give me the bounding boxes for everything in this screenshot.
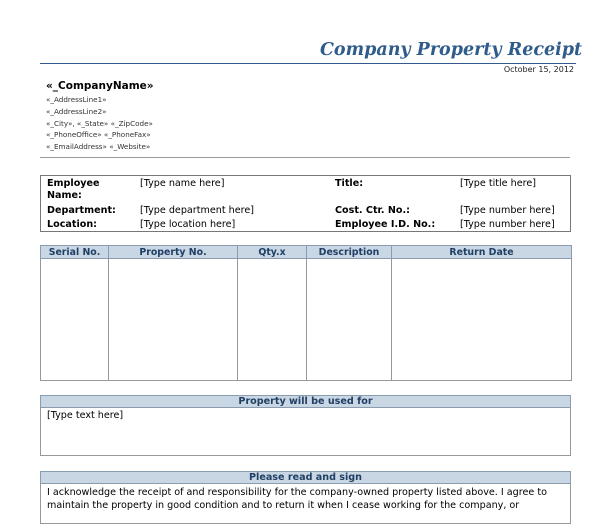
city-state-zip: «_City», «_State» «_ZipCode» <box>46 119 153 128</box>
purpose-section <box>40 395 571 456</box>
cost-center-field[interactable]: [Type number here] <box>460 205 555 216</box>
company-name: «_CompanyName» <box>46 80 154 92</box>
qty-cell[interactable] <box>238 259 307 381</box>
receipt-date: October 15, 2012 <box>503 65 574 74</box>
employee-info-box <box>40 175 571 232</box>
location-label: Location: <box>47 219 97 230</box>
column-header-qty: Qty.x <box>238 246 307 259</box>
employee-name-field[interactable]: [Type name here] <box>140 178 225 189</box>
purpose-heading: Property will be used for <box>40 395 571 408</box>
column-header-serial: Serial No. <box>41 246 109 259</box>
column-header-property: Property No. <box>109 246 238 259</box>
title-rule <box>40 63 576 64</box>
purpose-text-field[interactable]: [Type text here] <box>40 408 571 456</box>
column-header-return-date: Return Date <box>392 246 572 259</box>
serial-cell[interactable] <box>41 259 109 381</box>
title-label: Title: <box>335 178 364 189</box>
phone-fax: «_PhoneOffice» «_PhoneFax» <box>46 130 151 139</box>
cost-center-label: Cost. Ctr. No.: <box>335 205 410 216</box>
employee-id-field[interactable]: [Type number here] <box>460 219 555 230</box>
separator-rule <box>40 157 570 158</box>
employee-name-label: Employee Name: <box>47 178 100 201</box>
page-title: Company Property Receipt <box>320 40 583 60</box>
title-field[interactable]: [Type title here] <box>460 178 536 189</box>
property-items-table <box>40 245 572 381</box>
return-date-cell[interactable] <box>392 259 572 381</box>
property-cell[interactable] <box>109 259 238 381</box>
address-line-2: «_AddressLine2» <box>46 107 107 116</box>
sign-section <box>40 471 571 524</box>
location-field[interactable]: [Type location here] <box>140 219 236 230</box>
department-field[interactable]: [Type department here] <box>140 205 254 216</box>
department-label: Department: <box>47 205 116 216</box>
sign-heading: Please read and sign <box>40 471 571 484</box>
column-header-description: Description <box>307 246 392 259</box>
acknowledgement-text: I acknowledge the receipt of and responsibility for the company-owned property listed above. I agree to maintain the property in good condition and to return it when I cease working for the company, or <box>40 484 571 524</box>
address-line-1: «_AddressLine1» <box>46 95 107 104</box>
employee-id-label: Employee I.D. No.: <box>335 219 436 230</box>
description-cell[interactable] <box>307 259 392 381</box>
table-row <box>41 259 572 381</box>
email-website: «_EmailAddress» «_Website» <box>46 142 151 151</box>
